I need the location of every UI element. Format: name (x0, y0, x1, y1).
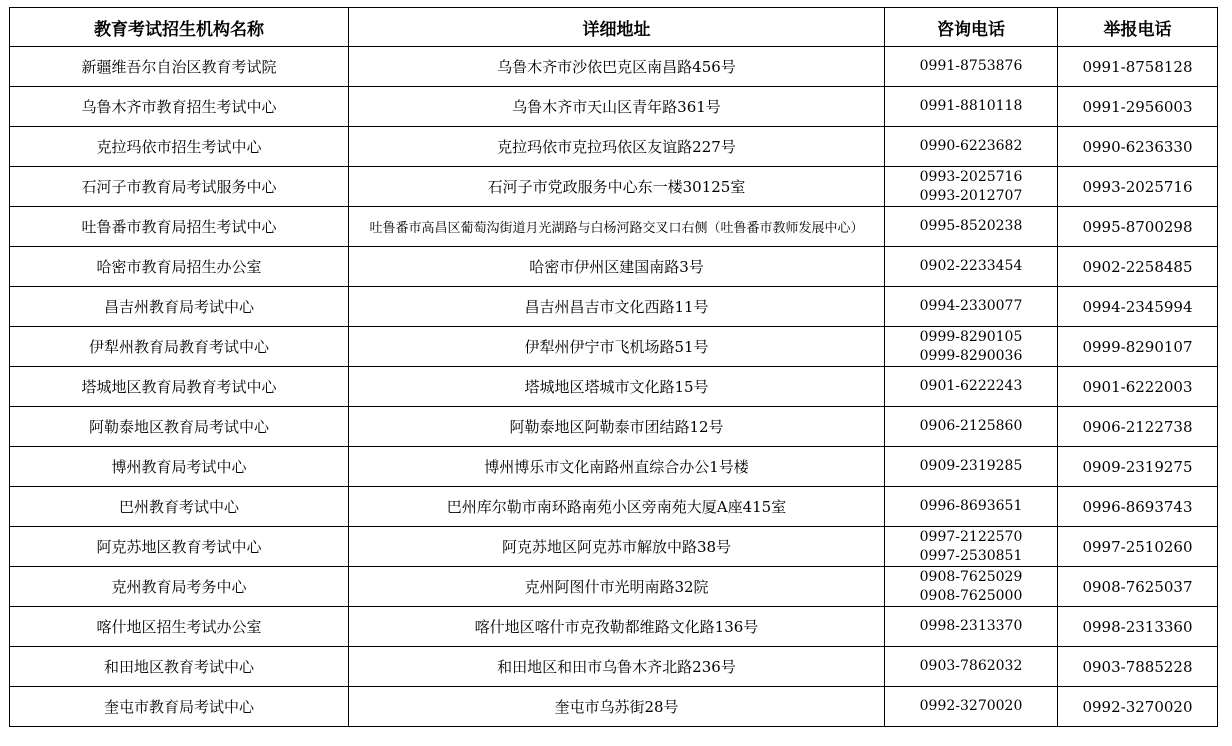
address: 哈密市伊州区建国南路3号 (349, 247, 885, 287)
consult-phone-number: 0997-2122570 (919, 528, 1023, 545)
consult-phone (885, 487, 1058, 527)
consult-phone (885, 527, 1058, 567)
consult-phone (885, 367, 1058, 407)
table-row (10, 407, 1218, 447)
office-name: 阿克苏地区教育考试中心 (10, 527, 349, 567)
consult-phone (885, 327, 1058, 367)
consult-phone-number-2: 0993-2012707 (919, 187, 1023, 204)
table-row (10, 687, 1218, 727)
consult-phone-number: 0990-6223682 (919, 138, 1023, 154)
table-row (10, 607, 1218, 647)
table-row (10, 167, 1218, 207)
header-row (10, 8, 1218, 47)
office-name: 石河子市教育局考试服务中心 (10, 167, 349, 207)
consult-phone-number: 0991-8810118 (919, 98, 1023, 114)
consult-phone (885, 47, 1058, 87)
consult-phone (885, 247, 1058, 287)
consult-phone-number: 0903-7862032 (919, 658, 1023, 674)
exam-office-contact-table (9, 7, 1218, 727)
address: 乌鲁木齐市沙依巴克区南昌路456号 (349, 47, 885, 87)
report-phone: 0901-6222003 (1058, 367, 1218, 407)
office-name: 奎屯市教育局考试中心 (10, 687, 349, 727)
address: 阿克苏地区阿克苏市解放中路38号 (349, 527, 885, 567)
report-phone: 0902-2258485 (1058, 247, 1218, 287)
table-row (10, 527, 1218, 567)
report-phone: 0996-8693743 (1058, 487, 1218, 527)
header-office-name: 教育考试招生机构名称 (10, 8, 349, 47)
address: 克拉玛依市克拉玛依区友谊路227号 (349, 127, 885, 167)
table-row (10, 447, 1218, 487)
office-name: 克州教育局考务中心 (10, 567, 349, 607)
header-report-phone: 举报电话 (1058, 8, 1218, 47)
consult-phone (885, 407, 1058, 447)
consult-phone-number-2: 0908-7625000 (919, 587, 1023, 604)
consult-phone (885, 167, 1058, 207)
report-phone: 0903-7885228 (1058, 647, 1218, 687)
office-name: 吐鲁番市教育局招生考试中心 (10, 207, 349, 247)
consult-phone (885, 687, 1058, 727)
office-name: 哈密市教育局招生办公室 (10, 247, 349, 287)
consult-phone (885, 127, 1058, 167)
consult-phone-number-2: 0997-2530851 (919, 547, 1023, 564)
consult-phone (885, 87, 1058, 127)
address: 克州阿图什市光明南路32院 (349, 567, 885, 607)
address: 昌吉州昌吉市文化西路11号 (349, 287, 885, 327)
consult-phone-number: 0901-6222243 (919, 378, 1023, 394)
address: 吐鲁番市高昌区葡萄沟街道月光湖路与白杨河路交叉口右侧（吐鲁番市教师发展中心） (349, 207, 885, 247)
table-row (10, 487, 1218, 527)
table-row (10, 327, 1218, 367)
report-phone: 0906-2122738 (1058, 407, 1218, 447)
consult-phone-number: 0996-8693651 (919, 498, 1023, 514)
header-consult-phone: 咨询电话 (885, 8, 1058, 47)
consult-phone-number: 0906-2125860 (919, 418, 1023, 434)
report-phone: 0999-8290107 (1058, 327, 1218, 367)
table-row (10, 567, 1218, 607)
consult-phone (885, 567, 1058, 607)
consult-phone-number: 0902-2233454 (919, 258, 1023, 274)
address: 和田地区和田市乌鲁木齐北路236号 (349, 647, 885, 687)
address: 伊犁州伊宁市飞机场路51号 (349, 327, 885, 367)
office-name: 巴州教育考试中心 (10, 487, 349, 527)
report-phone: 0994-2345994 (1058, 287, 1218, 327)
table-row (10, 127, 1218, 167)
table-header (10, 8, 1218, 47)
consult-phone-number: 0991-8753876 (919, 58, 1023, 74)
office-name: 塔城地区教育局教育考试中心 (10, 367, 349, 407)
report-phone: 0997-2510260 (1058, 527, 1218, 567)
report-phone: 0991-8758128 (1058, 47, 1218, 87)
table-body (10, 47, 1218, 727)
consult-phone-number-2: 0999-8290036 (919, 347, 1023, 364)
consult-phone-number: 0992-3270020 (919, 698, 1023, 714)
table-row (10, 247, 1218, 287)
address: 石河子市党政服务中心东一楼30125室 (349, 167, 885, 207)
consult-phone-number: 0999-8290105 (919, 328, 1023, 345)
report-phone: 0992-3270020 (1058, 687, 1218, 727)
consult-phone (885, 207, 1058, 247)
consult-phone-number: 0998-2313370 (919, 618, 1023, 634)
office-name: 昌吉州教育局考试中心 (10, 287, 349, 327)
report-phone: 0998-2313360 (1058, 607, 1218, 647)
address: 塔城地区塔城市文化路15号 (349, 367, 885, 407)
report-phone: 0995-8700298 (1058, 207, 1218, 247)
address: 奎屯市乌苏街28号 (349, 687, 885, 727)
consult-phone-number: 0908-7625029 (919, 568, 1023, 585)
report-phone: 0991-2956003 (1058, 87, 1218, 127)
office-name: 阿勒泰地区教育局考试中心 (10, 407, 349, 447)
address: 阿勒泰地区阿勒泰市团结路12号 (349, 407, 885, 447)
office-name: 乌鲁木齐市教育招生考试中心 (10, 87, 349, 127)
address: 喀什地区喀什市克孜勒都维路文化路136号 (349, 607, 885, 647)
office-name: 克拉玛依市招生考试中心 (10, 127, 349, 167)
address: 巴州库尔勒市南环路南苑小区旁南苑大厦A座415室 (349, 487, 885, 527)
table-row (10, 47, 1218, 87)
header-address: 详细地址 (349, 8, 885, 47)
consult-phone-number: 0909-2319285 (919, 458, 1023, 474)
office-name: 和田地区教育考试中心 (10, 647, 349, 687)
office-name: 伊犁州教育局教育考试中心 (10, 327, 349, 367)
consult-phone (885, 447, 1058, 487)
report-phone: 0993-2025716 (1058, 167, 1218, 207)
table-row (10, 367, 1218, 407)
table-row (10, 207, 1218, 247)
table-row (10, 287, 1218, 327)
report-phone: 0990-6236330 (1058, 127, 1218, 167)
table-row (10, 647, 1218, 687)
consult-phone (885, 287, 1058, 327)
report-phone: 0909-2319275 (1058, 447, 1218, 487)
address: 乌鲁木齐市天山区青年路361号 (349, 87, 885, 127)
table-row (10, 87, 1218, 127)
consult-phone-number: 0994-2330077 (919, 298, 1023, 314)
office-name: 博州教育局考试中心 (10, 447, 349, 487)
address: 博州博乐市文化南路州直综合办公1号楼 (349, 447, 885, 487)
office-name: 新疆维吾尔自治区教育考试院 (10, 47, 349, 87)
office-name: 喀什地区招生考试办公室 (10, 607, 349, 647)
consult-phone (885, 647, 1058, 687)
report-phone: 0908-7625037 (1058, 567, 1218, 607)
consult-phone-number: 0993-2025716 (919, 168, 1023, 185)
consult-phone (885, 607, 1058, 647)
consult-phone-number: 0995-8520238 (919, 218, 1023, 234)
